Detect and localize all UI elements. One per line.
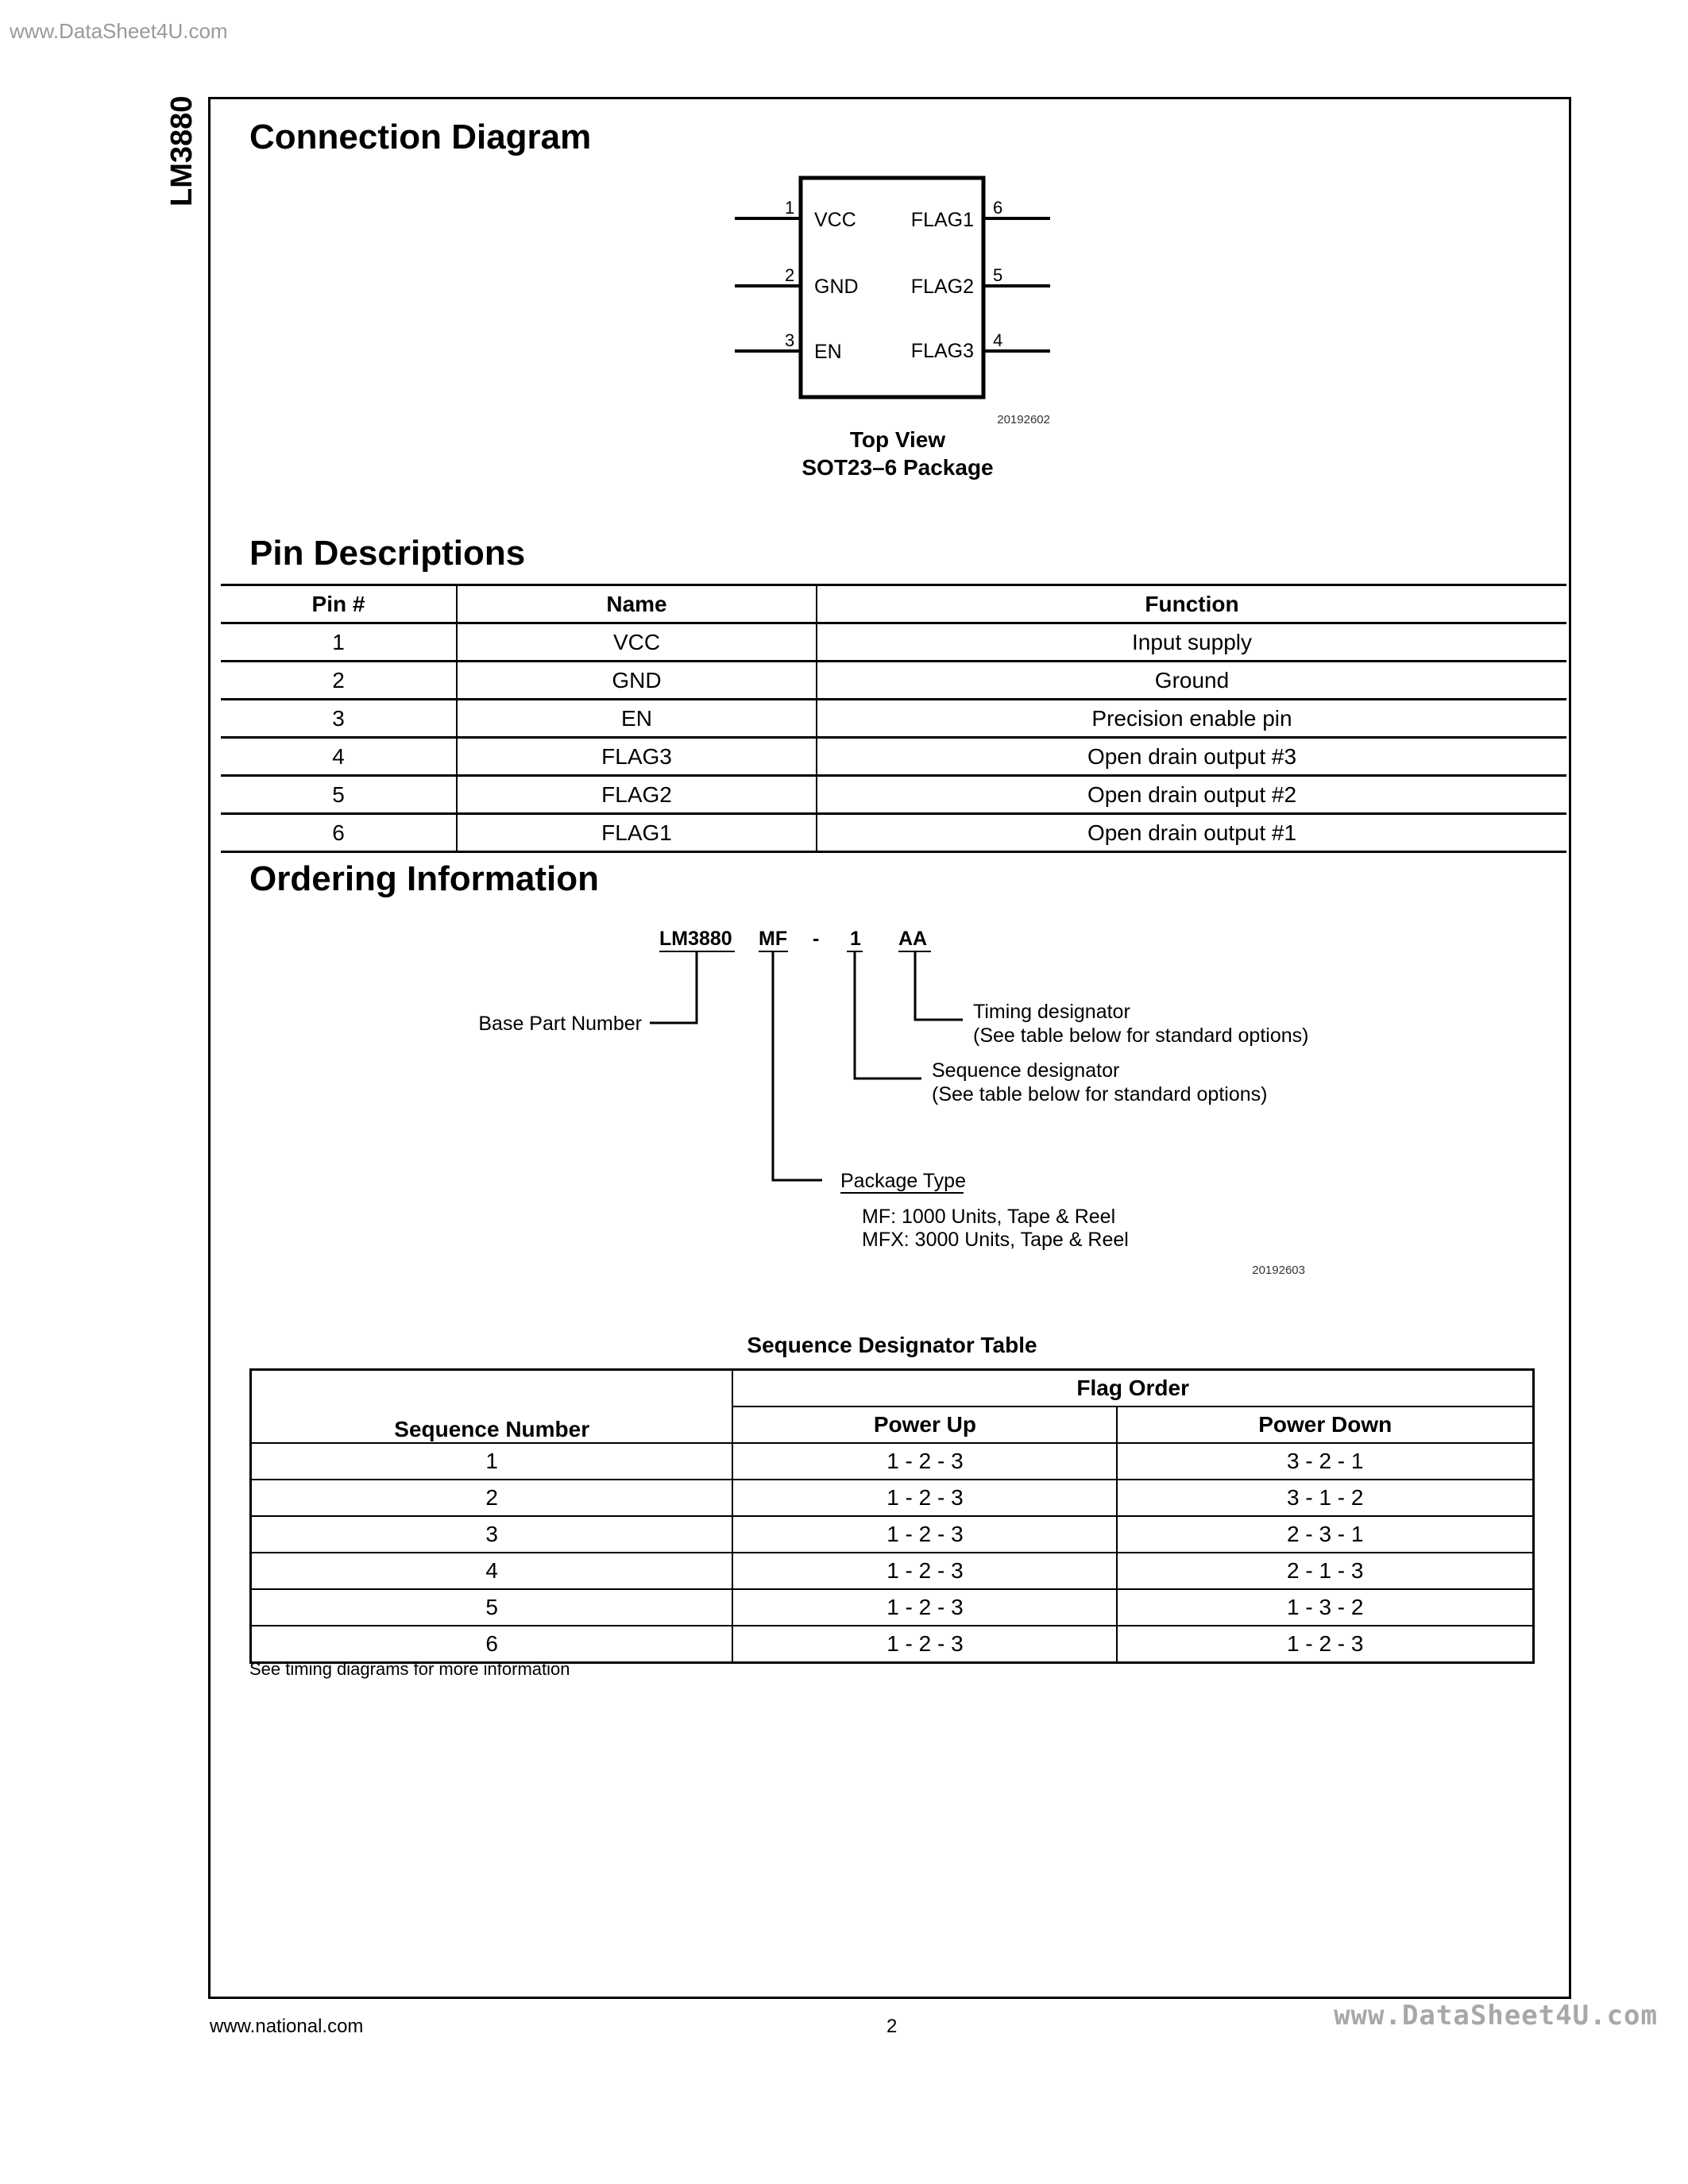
- code-package: MF: [759, 928, 788, 950]
- table-row: [251, 1480, 1534, 1516]
- pin-number-cell: 3: [332, 705, 345, 731]
- sequence-number-cell: 5: [251, 1589, 733, 1626]
- side-part-label: LM3880: [165, 95, 199, 206]
- sequence-number-cell: 4: [251, 1553, 733, 1589]
- pin-name-cell: FLAG1: [457, 814, 817, 852]
- diagram-caption-view: Top View: [849, 427, 946, 452]
- watermark-bottom: www.DataSheet4U.com: [1334, 2000, 1658, 2032]
- table-row: [251, 1553, 1534, 1589]
- ordering-figure-id: 20192603: [1252, 1264, 1305, 1277]
- pin-descriptions-table: [221, 584, 1566, 853]
- pin-2-name: GND: [814, 276, 859, 298]
- power-up-cell: 1 - 2 - 3: [732, 1480, 1117, 1516]
- sequence-number-cell: 3: [251, 1516, 733, 1553]
- timing-label-2: (See table below for standard options): [973, 1024, 1309, 1047]
- code-dash: -: [813, 928, 820, 950]
- pin-3-number: 3: [785, 330, 795, 350]
- power-up-cell: 1 - 2 - 3: [732, 1589, 1117, 1626]
- header-name: Name: [457, 585, 817, 623]
- header-function: Function: [817, 585, 1566, 623]
- pin-name-cell: FLAG2: [457, 776, 817, 814]
- pin-2-number: 2: [785, 265, 795, 285]
- sequence-label-1: Sequence designator: [932, 1059, 1120, 1082]
- power-up-cell: 1 - 2 - 3: [732, 1443, 1117, 1480]
- timing-leader-line: [915, 951, 963, 1020]
- connection-diagram-title: Connection Diagram: [249, 118, 592, 156]
- table-header-row: [251, 1370, 1534, 1407]
- table-row: [221, 662, 1566, 700]
- pin-descriptions-title: Pin Descriptions: [249, 534, 526, 573]
- pin-number-cell: 4: [332, 743, 345, 769]
- code-timing: AA: [898, 928, 928, 950]
- power-up-cell: 1 - 2 - 3: [732, 1553, 1117, 1589]
- connection-figure-id: 20192602: [997, 413, 1050, 426]
- pin-number-cell: 2: [332, 667, 345, 693]
- table-row: [221, 814, 1566, 852]
- header-pin-number: Pin #: [311, 591, 365, 616]
- sequence-designator-table: [249, 1368, 1535, 1664]
- footer-website-link[interactable]: www.national.com: [210, 2016, 364, 2037]
- pin-function-cell: Ground: [817, 662, 1566, 700]
- power-down-cell: 2 - 3 - 1: [1117, 1516, 1533, 1553]
- pin-1-name: VCC: [814, 209, 856, 231]
- pin-1-number: 1: [785, 198, 795, 218]
- pin-name-cell: EN: [457, 700, 817, 738]
- pin-name-cell: FLAG3: [457, 738, 817, 776]
- watermark-top: www.DataSheet4U.com: [10, 19, 228, 43]
- pin-number-cell: 1: [332, 629, 345, 654]
- header-flag-order: Flag Order: [732, 1370, 1533, 1407]
- power-down-cell: 3 - 1 - 2: [1117, 1480, 1533, 1516]
- power-down-cell: 1 - 3 - 2: [1117, 1589, 1533, 1626]
- power-down-cell: 1 - 2 - 3: [1117, 1626, 1533, 1663]
- diagram-caption-package: SOT23–6 Package: [802, 455, 994, 480]
- pin-function-cell: Open drain output #3: [817, 738, 1566, 776]
- pinout-diagram: [715, 159, 1080, 445]
- power-up-cell: 1 - 2 - 3: [732, 1516, 1117, 1553]
- header-power-up: Power Up: [732, 1406, 1117, 1443]
- pin-4-name: FLAG3: [910, 340, 974, 362]
- table-row: [251, 1516, 1534, 1553]
- base-part-label: Base Part Number: [478, 1013, 642, 1035]
- pin-function-cell: Open drain output #1: [817, 814, 1566, 852]
- table-row: [251, 1443, 1534, 1480]
- package-leader-line: [773, 951, 822, 1180]
- pin-function-cell: Precision enable pin: [817, 700, 1566, 738]
- table-row: [221, 623, 1566, 662]
- power-down-cell: 3 - 2 - 1: [1117, 1443, 1533, 1480]
- code-base-part: LM3880: [659, 928, 732, 950]
- package-option-mf: MF: 1000 Units, Tape & Reel: [862, 1206, 1116, 1228]
- table-row: [251, 1589, 1534, 1626]
- code-sequence: 1: [850, 928, 861, 950]
- power-up-cell: 1 - 2 - 3: [732, 1626, 1117, 1663]
- sequence-number-cell: 1: [251, 1443, 733, 1480]
- pin-number-cell: 5: [332, 781, 345, 807]
- sequence-number-cell: 2: [251, 1480, 733, 1516]
- pin-function-cell: Input supply: [817, 623, 1566, 662]
- timing-label-1: Timing designator: [973, 1001, 1130, 1023]
- sequence-number-cell: 6: [251, 1626, 733, 1663]
- pin-3-name: EN: [814, 341, 842, 363]
- pin-number-cell: 6: [332, 820, 345, 845]
- ordering-information-title: Ordering Information: [249, 859, 599, 898]
- pin-6-number: 6: [993, 198, 1003, 218]
- pin-6-name: FLAG1: [910, 209, 974, 231]
- package-option-mfx: MFX: 3000 Units, Tape & Reel: [862, 1229, 1129, 1251]
- header-power-down: Power Down: [1117, 1406, 1533, 1443]
- table-row: [251, 1626, 1534, 1663]
- sequence-table-title: Sequence Designator Table: [747, 1333, 1037, 1357]
- package-type-label: Package Type: [840, 1170, 966, 1192]
- sequence-label-2: (See table below for standard options): [932, 1083, 1268, 1106]
- table-header-row: [251, 1406, 1534, 1443]
- base-leader-line: [650, 951, 697, 1023]
- page-number: 2: [886, 2016, 898, 2037]
- empty-header-cell: [251, 1370, 733, 1407]
- table-row: [221, 776, 1566, 814]
- pin-name-cell: GND: [457, 662, 817, 700]
- table-row: [221, 738, 1566, 776]
- sequence-table-note: See timing diagrams for more information: [249, 1659, 570, 1679]
- power-down-cell: 2 - 1 - 3: [1117, 1553, 1533, 1589]
- pin-5-name: FLAG2: [910, 276, 974, 298]
- pin-name-cell: VCC: [457, 623, 817, 662]
- pin-4-number: 4: [993, 330, 1003, 350]
- header-sequence-number: Sequence Number: [251, 1406, 733, 1443]
- pin-function-cell: Open drain output #2: [817, 776, 1566, 814]
- table-header-row: [221, 585, 1566, 623]
- pin-5-number: 5: [993, 265, 1003, 285]
- ordering-code-diagram: [461, 921, 1350, 1287]
- table-row: [221, 700, 1566, 738]
- sequence-leader-line: [855, 951, 921, 1078]
